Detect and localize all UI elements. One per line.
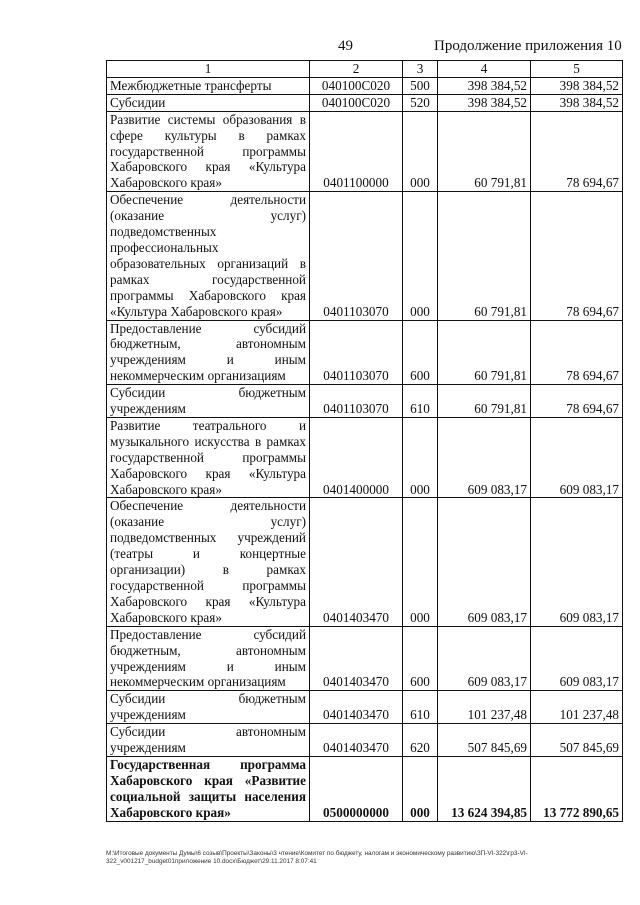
amount-year2-cell: 78 694,67 [531, 320, 623, 385]
target-code-cell: 0500000000 [310, 756, 403, 821]
table-row [107, 417, 623, 498]
row-name-cell: Субсидии бюджетным учреждениям [107, 691, 310, 724]
expense-type-cell: 600 [403, 626, 438, 691]
amount-year1-cell: 609 083,17 [438, 417, 531, 498]
expense-type-cell: 610 [403, 691, 438, 724]
row-name-cell: Субсидии [107, 94, 310, 111]
amount-year2-cell: 398 384,52 [531, 77, 623, 94]
expense-type-cell: 620 [403, 724, 438, 757]
row-name-cell: Субсидии автономным учреждениям [107, 724, 310, 757]
target-code-cell: 0401403470 [310, 691, 403, 724]
expense-type-cell: 000 [403, 498, 438, 626]
target-code-cell: 0401400000 [310, 417, 403, 498]
target-code-cell: 0401403470 [310, 498, 403, 626]
amount-year1-cell: 60 791,81 [438, 192, 531, 320]
amount-year2-cell: 13 772 890,65 [531, 756, 623, 821]
column-number-row [107, 61, 623, 78]
table-row [107, 385, 623, 418]
expense-type-cell: 000 [403, 192, 438, 320]
amount-year1-cell: 609 083,17 [438, 498, 531, 626]
continuation-label: Продолжение приложения 10 [434, 38, 622, 54]
amount-year2-cell: 609 083,17 [531, 498, 623, 626]
table-row [107, 77, 623, 94]
amount-year2-cell: 101 237,48 [531, 691, 623, 724]
target-code-cell: 0401103070 [310, 320, 403, 385]
target-code-cell: 040100C020 [310, 94, 403, 111]
target-code-cell: 0401403470 [310, 626, 403, 691]
table-row [107, 626, 623, 691]
amount-year1-cell: 60 791,81 [438, 385, 531, 418]
amount-year2-cell: 78 694,67 [531, 111, 623, 192]
page-number: 49 [338, 38, 353, 54]
expense-type-cell: 600 [403, 320, 438, 385]
target-code-cell: 0401103070 [310, 192, 403, 320]
table-row [107, 320, 623, 385]
row-name-cell: Субсидии бюджетным учреждениям [107, 385, 310, 418]
table-row [107, 498, 623, 626]
expense-type-cell: 610 [403, 385, 438, 418]
column-header: 5 [531, 61, 623, 78]
expense-type-cell: 000 [403, 756, 438, 821]
expense-type-cell: 000 [403, 417, 438, 498]
amount-year2-cell: 78 694,67 [531, 192, 623, 320]
row-name-cell: Государственная программа Хабаровского края «Развитие социальной защиты населения Хабаровского края» [107, 756, 310, 821]
row-name-cell: Предоставление субсидий бюджетным, автономным учреждениям и иным некоммерческим организациям [107, 626, 310, 691]
amount-year1-cell: 398 384,52 [438, 94, 531, 111]
table-row [107, 756, 623, 821]
row-name-cell: Обеспечение деятельности (оказание услуг) подведомственных профессиональных образовательных организаций в рамках государственной программы Хабаровского края «Культура Хабаровского края» [107, 192, 310, 320]
amount-year2-cell: 398 384,52 [531, 94, 623, 111]
table-row [107, 192, 623, 320]
amount-year2-cell: 609 083,17 [531, 626, 623, 691]
target-code-cell: 0401403470 [310, 724, 403, 757]
amount-year1-cell: 101 237,48 [438, 691, 531, 724]
file-path-footer: М:\Итоговые документы Думы\6 созыв\Проекты\Законы\3 чтение\Комитет по бюджету, налогам и экономическому развитию\ЗП-VI-322\гр3-VI-322_v001217_budget01приложение 10.docx\Бюджет\29.11.2017 8:07:41 [106, 850, 528, 865]
row-name-cell: Развитие системы образования в сфере культуры в рамках государственной программы Хабаровского края «Культура Хабаровского края» [107, 111, 310, 192]
column-header: 1 [107, 61, 310, 78]
budget-table [106, 60, 623, 822]
expense-type-cell: 520 [403, 94, 438, 111]
expense-type-cell: 500 [403, 77, 438, 94]
row-name-cell: Предоставление субсидий бюджетным, автономным учреждениям и иным некоммерческим организациям [107, 320, 310, 385]
amount-year1-cell: 13 624 394,85 [438, 756, 531, 821]
table-row [107, 94, 623, 111]
row-name-cell: Развитие театрального и музыкального искусства в рамках государственной программы Хабаровского края «Культура Хабаровского края» [107, 417, 310, 498]
amount-year2-cell: 78 694,67 [531, 385, 623, 418]
target-code-cell: 0401103070 [310, 385, 403, 418]
target-code-cell: 040100C020 [310, 77, 403, 94]
column-header: 3 [403, 61, 438, 78]
table-row [107, 111, 623, 192]
amount-year1-cell: 507 845,69 [438, 724, 531, 757]
table-row [107, 691, 623, 724]
expense-type-cell: 000 [403, 111, 438, 192]
target-code-cell: 0401100000 [310, 111, 403, 192]
table-body [107, 77, 623, 821]
table-row [107, 724, 623, 757]
column-header: 4 [438, 61, 531, 78]
amount-year1-cell: 609 083,17 [438, 626, 531, 691]
row-name-cell: Обеспечение деятельности (оказание услуг) подведомственных учреждений (театры и концертные организации) в рамках государственной программы Хабаровского края «Культура Хабаровского края» [107, 498, 310, 626]
amount-year2-cell: 609 083,17 [531, 417, 623, 498]
row-name-cell: Межбюджетные трансферты [107, 77, 310, 94]
amount-year1-cell: 398 384,52 [438, 77, 531, 94]
amount-year1-cell: 60 791,81 [438, 320, 531, 385]
amount-year2-cell: 507 845,69 [531, 724, 623, 757]
amount-year1-cell: 60 791,81 [438, 111, 531, 192]
column-header: 2 [310, 61, 403, 78]
